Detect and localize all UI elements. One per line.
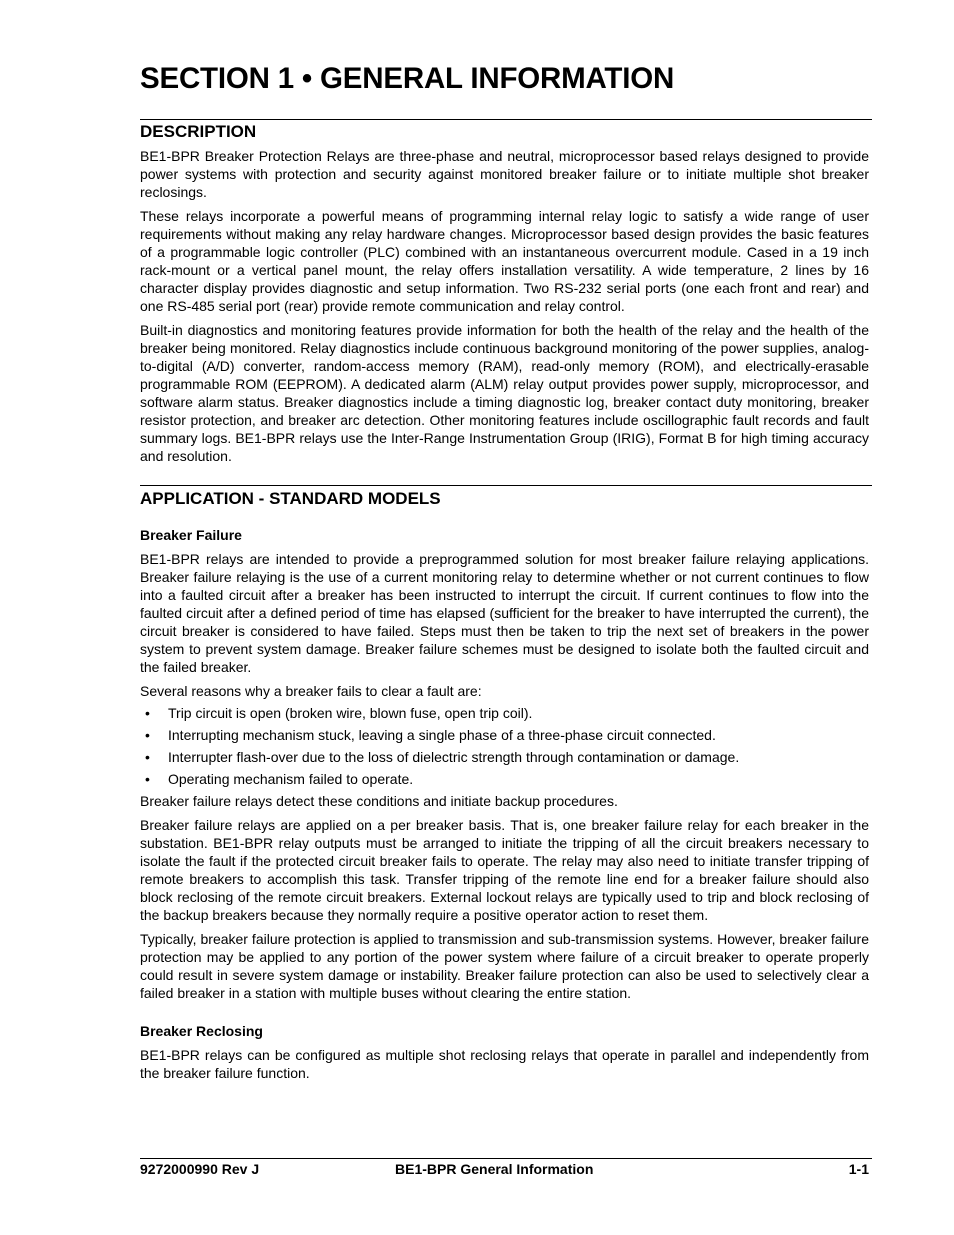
application-rule	[140, 485, 872, 486]
description-paragraph-1: BE1-BPR Breaker Protection Relays are three-phase and neutral, microprocessor based relays designed to provide power systems with protection and security against monitored breaker failure or to initiate multiple shot breaker reclosings.	[140, 148, 869, 200]
page-footer	[140, 1158, 872, 1179]
breaker-reclosing-heading: Breaker Reclosing	[140, 1023, 263, 1039]
breaker-failure-reasons-list	[140, 704, 872, 788]
footer-document-number: 9272000990 Rev J	[140, 1161, 260, 1177]
footer-title: BE1-BPR General Information	[395, 1161, 594, 1177]
description-heading: DESCRIPTION	[140, 122, 257, 141]
breaker-failure-paragraph-5: Typically, breaker failure protection is applied to transmission and sub-transmission systems. However, breaker failure protection may be applied to any portion of the power system where failure of a circuit breaker to operate properly could result in severe system damage or instability. Breaker failure protection can also be used to selectively clear a failed breaker in a station with multiple buses without clearing the entire station.	[140, 931, 869, 1001]
breaker-failure-heading: Breaker Failure	[140, 527, 242, 543]
section-title: SECTION 1 • GENERAL INFORMATION	[140, 62, 675, 95]
breaker-failure-paragraph-4: Breaker failure relays are applied on a per breaker basis. That is, one breaker failure relay for each breaker in the substation. BE1-BPR relay outputs must be arranged to initiate the tripping of all the circuit breakers necessary to isolate the fault if the protected circuit breaker fails to operate. The relay may also need to initiate transfer tripping of remote breakers to accomplish this task. Transfer tripping of the remote line end for a breaker failure should also block reclosing of the remote circuit breakers. External lockout relays are typically used to trip and block reclosing of the backup breakers because they normally require a positive operator action to reset them.	[140, 817, 869, 923]
list-item: • Operating mechanism failed to operate.	[145, 771, 414, 787]
application-heading: APPLICATION - STANDARD MODELS	[140, 489, 441, 508]
breaker-failure-paragraph-2: Several reasons why a breaker fails to clear a fault are:	[140, 683, 482, 699]
list-item: • Interrupter flash-over due to the loss of dielectric strength through contamination or damage.	[145, 749, 740, 765]
list-item: • Interrupting mechanism stuck, leaving a single phase of a three-phase circuit connected.	[145, 727, 716, 743]
page-content	[140, 60, 872, 1082]
breaker-reclosing-paragraph-1: BE1-BPR relays can be configured as multiple shot reclosing relays that operate in parallel and independently from the breaker failure function.	[140, 1047, 869, 1081]
description-rule	[140, 119, 872, 120]
breaker-failure-paragraph-1: BE1-BPR relays are intended to provide a preprogrammed solution for most breaker failure relaying applications. Breaker failure relaying is the use of a current monitoring relay to determine whether or not current continues to flow into a faulted circuit after a breaker has been instructed to interrupt the circuit. If current continues to flow into the faulted circuit after a defined period of time has elapsed (sufficient for the breaker to have interrupted the current), the circuit breaker is considered to have failed. Steps must then be taken to trip the next set of breakers in the power system to prevent system damage. Breaker failure schemes must be designed to isolate both the faulted circuit and the failed breaker.	[140, 551, 869, 675]
breaker-failure-paragraph-3: Breaker failure relays detect these conditions and initiate backup procedures.	[140, 793, 618, 809]
description-paragraph-3: Built-in diagnostics and monitoring features provide information for both the health of the relay and the health of the breaker being monitored. Relay diagnostics include continuous background monitoring of the power supplies, analog-to-digital (A/D) converter, random-access memory (RAM), read-only memory (ROM), and electrically-erasable programmable ROM (EEPROM). A dedicated alarm (ALM) relay output provides power supply, microprocessor, and software alarm status. Breaker diagnostics include a timing diagnostic log, breaker contact duty monitoring, breaker resistor protection, and breaker arc detection. Other monitoring features include oscillographic fault records and fault summary logs. BE1-BPR relays use the Inter-Range Instrumentation Group (IRIG), Format B for high timing accuracy and resolution.	[140, 322, 869, 464]
footer-page-number: 1-1	[848, 1161, 869, 1177]
description-paragraph-2: These relays incorporate a powerful means of programming internal relay logic to satisfy a wide range of user requirements without making any relay hardware changes. Microprocessor based design provides the basic features of a programmable logic controller (PLC) combined with an instantaneous overcurrent module. Cased in a 19 inch rack-mount or a vertical panel mount, the relay offers installation versatility. A wide temperature, 2 lines by 16 character display provides diagnostic and setup information. Two RS-232 serial ports (one each front and rear) and one RS-485 serial port (rear) provide remote communication and relay control.	[140, 208, 869, 314]
list-item: • Trip circuit is open (broken wire, blown fuse, open trip coil).	[145, 705, 533, 721]
